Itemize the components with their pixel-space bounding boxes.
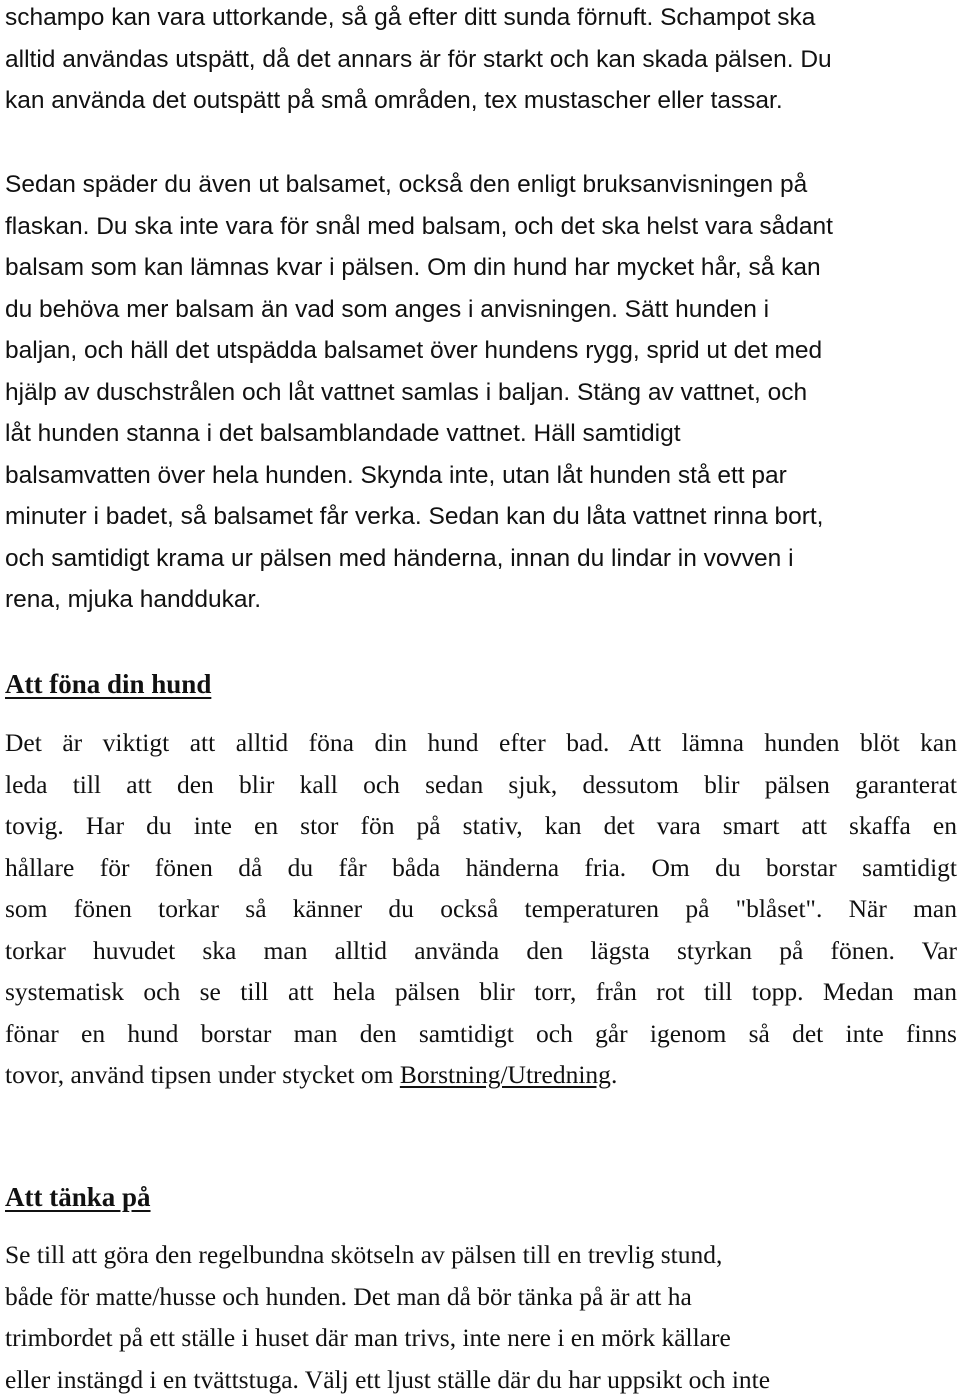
text-line: hållare för fönen då du får båda händerna fria. Om du borstar samtidigt xyxy=(5,852,957,882)
text-line: Se till att göra den regelbundna skötseln av pälsen till en trevlig stund, xyxy=(5,1240,723,1269)
link-prefix-text: tovor, använd tipsen under stycket om xyxy=(5,1060,400,1089)
text-line: du behöva mer balsam än vad som anges i anvisningen. Sätt hunden i xyxy=(5,295,770,323)
text-line: eller instängd i en tvättstuga. Välj ett ljust ställe där du har uppsikt och inte xyxy=(5,1364,771,1394)
text-line: alltid användas utspätt, då det annars är för starkt och kan skada pälsen. Du xyxy=(5,45,832,73)
text-line: hjälp av duschstrålen och låt vattnet samlas i baljan. Stäng av vattnet, och xyxy=(5,378,808,406)
heading-fona: Att föna din hund xyxy=(5,669,212,699)
text-line: balsam som kan lämnas kvar i pälsen. Om din hund har mycket hår, så kan xyxy=(5,254,821,281)
text-line: systematisk och se till att hela pälsen blir torr, från rot till topp. Medan man xyxy=(5,977,957,1006)
text-line: låt hunden stanna i det balsamblandade vattnet. Häll samtidigt xyxy=(5,420,681,447)
text-line: flaskan. Du ska inte vara för snål med balsam, och det ska helst vara sådant xyxy=(5,212,833,240)
text-line xyxy=(5,1054,957,1096)
text-line: Sedan späder du även ut balsamet, också den enligt bruksanvisningen på xyxy=(5,171,808,198)
text-line: schampo kan vara uttorkande, så gå efter ditt sunda förnuft. Schampot ska xyxy=(5,4,816,31)
link-suffix-text: . xyxy=(610,1060,618,1089)
text-line: som fönen torkar så känner du också temperaturen på "blåset". När man xyxy=(5,894,957,923)
text-line: Det är viktigt att alltid föna din hund efter bad. Att lämna hunden blöt kan xyxy=(5,728,957,757)
paragraph-shampoo xyxy=(5,0,957,122)
text-line: kan använda det outspätt på små områden, tex mustascher eller tassar. xyxy=(5,87,783,114)
paragraph-fona xyxy=(5,722,957,1096)
text-line: leda till att den blir kall och sedan sjuk, dessutom blir pälsen garanterat xyxy=(5,769,957,799)
text-line: torkar huvudet ska man alltid använda den lägsta styrkan på fönen. Var xyxy=(5,935,957,965)
text-line: balsamvatten över hela hunden. Skynda inte, utan låt hunden stå ett par xyxy=(5,461,787,489)
text-line: trimbordet på ett ställe i huset där man trivs, inte nere i en mörk källare xyxy=(5,1323,731,1352)
text-line: både för matte/husse och hunden. Det man då bör tänka på är att ha xyxy=(5,1281,692,1311)
borstning-utredning-link[interactable]: Borstning/Utredning xyxy=(399,1060,611,1089)
text-line: baljan, och häll det utspädda balsamet över hundens rygg, sprid ut det med xyxy=(5,337,823,364)
paragraph-tanka xyxy=(5,1234,957,1400)
heading-tanka: Att tänka på xyxy=(5,1182,151,1212)
text-line: rena, mjuka handdukar. xyxy=(5,586,262,613)
paragraph-balsam xyxy=(5,164,957,621)
text-line: minuter i badet, så balsamet får verka. Sedan kan du låta vattnet rinna bort, xyxy=(5,503,824,530)
text-line: och samtidigt krama ur pälsen med händerna, innan du lindar in vovven i xyxy=(5,544,794,572)
text-line: fönar en hund borstar man den samtidigt och går igenom så det inte finns xyxy=(5,1018,957,1048)
text-line: tovig. Har du inte en stor fön på stativ, kan det vara smart att skaffa en xyxy=(5,811,957,840)
